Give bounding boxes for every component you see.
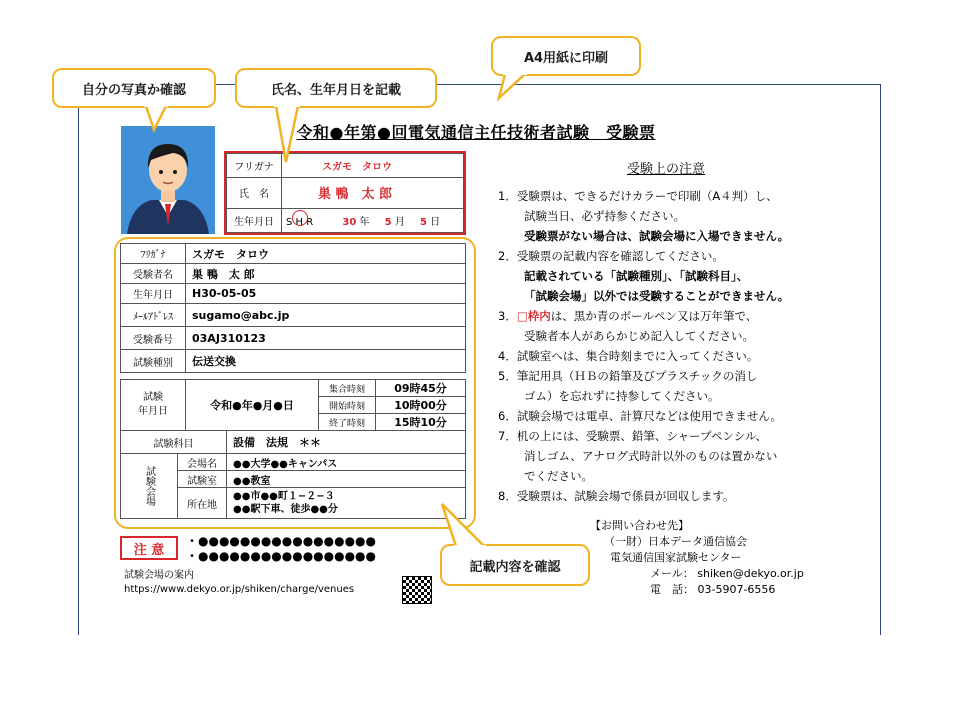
end-time-value: 15時10分	[376, 414, 466, 431]
note-7b: 消しゴム、アナログ式時計以外のものは置かない	[524, 449, 778, 463]
callout-a4-print: A4用紙に印刷	[491, 36, 641, 76]
note-3-text: は、黒か青のボールペン又は万年筆で、	[550, 309, 758, 323]
venue-label: 会場名	[178, 454, 227, 471]
email-label: ﾒｰﾙｱﾄﾞﾚｽ	[121, 304, 186, 327]
note-7a: 7．机の上には、受験票、鉛筆、シャープペンシル、	[498, 429, 768, 443]
address-line-1: ●●市●●町１−２−３	[233, 491, 335, 502]
month-unit: 月	[394, 216, 405, 228]
check-highlight-frame	[114, 237, 476, 529]
start-time-label: 開始時刻	[319, 397, 376, 414]
birth-value: H30-05-05	[186, 284, 466, 304]
address-line-2: ●●駅下車、徒歩●●分	[233, 504, 338, 515]
name-birth-box	[224, 151, 466, 235]
note-3-number: 3．	[498, 309, 517, 323]
birth-label: 生年月日	[121, 284, 186, 304]
note-6: 6．試験会場では電卓、計算尺などは使用できません。	[498, 409, 783, 423]
note-1b: 試験当日、必ず持参ください。	[524, 209, 685, 223]
address-label: 所在地	[178, 488, 227, 519]
note-3a	[498, 306, 858, 326]
examinee-label: 受験者名	[121, 264, 186, 284]
header-name-label: 氏 名	[227, 178, 282, 208]
callout-name-birth: 氏名、生年月日を記載	[235, 68, 437, 108]
caution-text	[186, 534, 376, 564]
examinee-photo	[121, 126, 215, 234]
furigana-label: ﾌﾘｶﾞﾅ	[121, 244, 186, 264]
contact-org-1: （一財）日本データ通信協会	[604, 535, 747, 548]
caution-line-1: ・●●●●●●●●●●●●●●●●●	[186, 534, 377, 548]
contact-org-2: 電気通信国家試験センター	[610, 551, 742, 564]
gather-time-value: 09時45分	[376, 380, 466, 397]
number-value: 03AJ310123	[186, 327, 466, 350]
venue-guide-label: 試験会場の案内	[124, 570, 194, 581]
venue-group-label: 試験会場	[121, 454, 178, 519]
gather-time-label: 集合時刻	[319, 380, 376, 397]
contact-tel-label: 電 話：	[650, 583, 694, 596]
era-circle-mark	[292, 210, 308, 226]
callout-check-tail	[440, 502, 500, 548]
era-options: S H R	[286, 216, 314, 228]
callout-content-check: 記載内容を確認	[440, 544, 590, 586]
note-3b: 受験者本人があらかじめ記入してください。	[524, 329, 754, 343]
birth-month: 5	[384, 216, 392, 228]
examinee-value: 巣 鴨 太 郎	[186, 264, 466, 284]
qr-code-icon	[402, 576, 432, 604]
end-time-label: 終了時刻	[319, 414, 376, 431]
exam-type-value: 伝送交換	[186, 350, 466, 373]
contact-tel: 03-5907-6556	[697, 583, 776, 596]
venue-value: ●●大学●●キャンパス	[227, 454, 466, 471]
subject-value: 設備 法規 ＊＊	[227, 431, 466, 454]
exam-type-label: 試験種別	[121, 350, 186, 373]
note-2a: 2．受験票の記載内容を確認してください。	[498, 249, 724, 263]
exam-date-label: 試験 年月日	[121, 380, 186, 431]
venue-guide-url[interactable]: https://www.dekyo.or.jp/shiken/charge/venues	[124, 584, 355, 595]
birth-day: 5	[420, 216, 427, 228]
email-value: sugamo@abc.jp	[186, 304, 466, 327]
subject-label: 試験科目	[121, 431, 227, 454]
callout-photo-tail	[140, 104, 180, 134]
header-furigana-label: フリガナ	[227, 154, 282, 178]
note-4: 4．試験室へは、集合時刻までに入ってください。	[498, 349, 759, 363]
venue-guide	[124, 569, 354, 597]
start-time-value: 10時00分	[376, 397, 466, 414]
caution-line-2: ・●●●●●●●●●●●●●●●●●	[186, 549, 377, 563]
ticket-title: 令和●年第●回電気通信主任技術者試験 受験票	[296, 123, 656, 142]
header-birth-label: 生年月日	[227, 208, 282, 232]
notes-list	[498, 186, 858, 506]
room-value: ●●教室	[227, 471, 466, 488]
callout-photo-check: 自分の写真か確認	[52, 68, 216, 108]
furigana-value: スガモ タロウ	[186, 244, 466, 264]
note-2b: 記載されている「試験種別」、「試験科目」、	[524, 269, 749, 283]
note-5a: 5．筆記用具（ＨＢの鉛筆及びプラスチックの消し	[498, 369, 758, 383]
note-7c: でください。	[524, 469, 593, 483]
note-8: 8．受験票は、試験会場で係員が回収します。	[498, 489, 735, 503]
exam-date-value: 令和●年●月●日	[186, 380, 319, 431]
contact-heading: 【お問い合わせ先】	[590, 519, 689, 532]
contact-info	[590, 518, 804, 598]
room-label: 試験室	[178, 471, 227, 488]
header-furigana-value: スガモ タロウ	[282, 154, 464, 178]
header-name-value: 巣 鴨 太 郎	[282, 178, 464, 208]
note-2c: 「試験会場」以外では受験することができません。	[524, 289, 790, 303]
contact-mail[interactable]: shiken@dekyo.or.jp	[697, 567, 804, 580]
note-1c: 受験票がない場合は、試験会場に入場できません。	[524, 229, 790, 243]
day-unit: 日	[430, 216, 441, 228]
header-birth-row	[282, 208, 464, 232]
note-5b: ゴム）を忘れずに持参してください。	[524, 389, 720, 403]
number-label: 受験番号	[121, 327, 186, 350]
notes-title: 受験上の注意	[626, 162, 705, 177]
callout-name-tail	[272, 104, 312, 166]
birth-year: 30	[342, 216, 357, 228]
callout-print-tail	[495, 72, 545, 102]
note-3-red-frame: □枠内	[516, 309, 551, 323]
caution-label: 注 意	[120, 536, 178, 560]
note-1a: 1．受験票は、できるだけカラーで印刷（A４判）し、	[498, 189, 778, 203]
year-unit: 年	[359, 216, 370, 228]
contact-mail-label: メール：	[650, 567, 694, 580]
